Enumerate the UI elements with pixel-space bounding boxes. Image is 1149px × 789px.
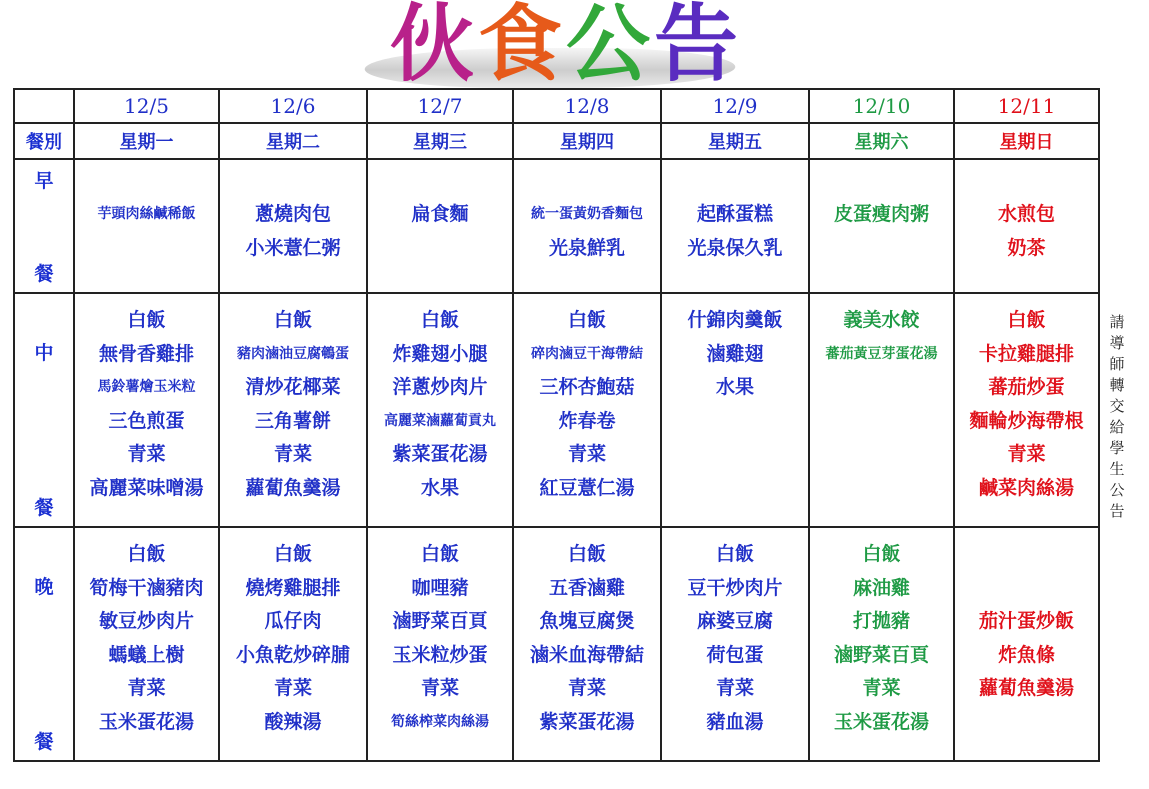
lunch-cell bbox=[219, 293, 367, 527]
side-note-char: 導 bbox=[1109, 334, 1125, 352]
menu-item: 青菜 bbox=[273, 677, 312, 699]
meal-column-header: 餐別 bbox=[14, 123, 74, 159]
lunch-cell bbox=[954, 293, 1099, 527]
menu-item: 豆干炒肉片 bbox=[687, 576, 783, 599]
menu-item: 蕃茄黃豆芽蛋花湯 bbox=[825, 345, 938, 362]
menu-item: 皮蛋瘦肉粥 bbox=[833, 203, 929, 225]
menu-item: 滷野菜百頁 bbox=[833, 643, 929, 666]
weekday-header: 星期一 bbox=[74, 123, 219, 159]
menu-item: 魚塊豆腐煲 bbox=[539, 610, 635, 632]
side-note-char: 生 bbox=[1109, 460, 1125, 478]
menu-item: 螞蟻上樹 bbox=[108, 643, 185, 666]
menu-item: 水果 bbox=[715, 376, 754, 398]
dinner-cell bbox=[367, 527, 513, 761]
weekday-header: 星期三 bbox=[367, 123, 513, 159]
side-note-char: 公 bbox=[1109, 481, 1125, 499]
date-header: 12/6 bbox=[219, 89, 367, 123]
menu-item: 光泉保久乳 bbox=[687, 236, 783, 259]
menu-item: 青菜 bbox=[420, 677, 459, 699]
date-header: 12/8 bbox=[513, 89, 661, 123]
menu-item: 青菜 bbox=[862, 677, 901, 699]
menu-item: 清炒花椰菜 bbox=[245, 376, 341, 398]
menu-item bbox=[955, 538, 1098, 572]
side-note-char: 師 bbox=[1109, 355, 1125, 373]
menu-item: 統一蛋黃奶香麵包 bbox=[531, 206, 643, 222]
menu-item: 白飯 bbox=[127, 543, 166, 565]
menu-item: 什錦肉羹飯 bbox=[687, 309, 783, 331]
menu-item: 蔥燒肉包 bbox=[254, 203, 331, 225]
meal-label-char: 餐 bbox=[34, 731, 54, 753]
weekday-header: 星期日 bbox=[954, 123, 1099, 159]
dinner-cell bbox=[809, 527, 954, 761]
breakfast-cell bbox=[661, 159, 809, 293]
dinner-cell bbox=[954, 527, 1099, 761]
menu-item: 豬肉滷油豆腐鵪蛋 bbox=[237, 345, 349, 362]
breakfast-cell bbox=[954, 159, 1099, 293]
menu-item: 玉米粒炒蛋 bbox=[392, 643, 488, 666]
menu-item: 青菜 bbox=[567, 677, 606, 699]
menu-item: 白飯 bbox=[567, 543, 606, 565]
side-note-char: 轉 bbox=[1109, 376, 1125, 394]
menu-item: 蘿蔔魚羹湯 bbox=[978, 677, 1074, 699]
dinner-cell bbox=[219, 527, 367, 761]
menu-item: 紫菜蛋花湯 bbox=[392, 443, 488, 465]
lunch-cell bbox=[367, 293, 513, 527]
dinner-cell bbox=[74, 527, 219, 761]
breakfast-cell bbox=[809, 159, 954, 293]
menu-item: 敏豆炒肉片 bbox=[98, 610, 194, 632]
meal-label-char: 晚 bbox=[34, 576, 54, 598]
date-header: 12/10 bbox=[809, 89, 954, 123]
date-header: 12/9 bbox=[661, 89, 809, 123]
meal-label-char: 餐 bbox=[34, 497, 54, 519]
menu-item: 起酥蛋糕 bbox=[696, 203, 773, 225]
menu-item: 白飯 bbox=[862, 543, 901, 565]
menu-item: 瓜仔肉 bbox=[264, 610, 322, 632]
menu-item: 茄汁蛋炒飯 bbox=[978, 610, 1074, 632]
side-note-char: 學 bbox=[1109, 439, 1125, 457]
weekday-header: 星期四 bbox=[513, 123, 661, 159]
menu-item: 青菜 bbox=[273, 443, 312, 465]
menu-item: 白飯 bbox=[273, 543, 312, 565]
menu-item: 三角薯餅 bbox=[254, 409, 331, 432]
menu-item: 打拋豬 bbox=[852, 610, 910, 632]
side-note-char: 給 bbox=[1109, 418, 1125, 436]
menu-item: 滷野菜百頁 bbox=[392, 610, 488, 632]
meal-label-char: 中 bbox=[34, 342, 54, 364]
menu-item: 小魚乾炒碎脯 bbox=[235, 643, 350, 666]
menu-item: 豬血湯 bbox=[706, 710, 764, 733]
menu-item: 炸雞翅小腿 bbox=[392, 342, 488, 365]
menu-item: 炸魚條 bbox=[997, 643, 1055, 666]
menu-item bbox=[955, 572, 1098, 606]
menu-item: 青菜 bbox=[567, 443, 606, 465]
menu-item: 筍絲榨菜肉絲湯 bbox=[391, 713, 489, 730]
breakfast-row bbox=[14, 159, 1099, 293]
menu-item: 炸春卷 bbox=[558, 409, 616, 432]
lunch-row bbox=[14, 293, 1099, 527]
menu-item: 咖哩豬 bbox=[411, 576, 469, 599]
corner-cell bbox=[14, 89, 74, 123]
menu-item: 麻油雞 bbox=[852, 576, 910, 599]
side-note-char: 告 bbox=[1109, 502, 1125, 520]
menu-item: 滷米血海帶結 bbox=[529, 643, 644, 666]
lunch-cell bbox=[809, 293, 954, 527]
menu-item: 酸辣湯 bbox=[264, 710, 322, 733]
menu-item: 玉米蛋花湯 bbox=[833, 710, 929, 733]
page-title bbox=[390, 0, 743, 93]
menu-item: 白飯 bbox=[127, 309, 166, 331]
menu-item: 紅豆薏仁湯 bbox=[539, 476, 635, 499]
menu-item: 卡拉雞腿排 bbox=[978, 342, 1074, 365]
lunch-cell bbox=[74, 293, 219, 527]
menu-item: 小米薏仁粥 bbox=[245, 236, 341, 259]
menu-item: 荷包蛋 bbox=[706, 643, 764, 666]
date-header: 12/5 bbox=[74, 89, 219, 123]
dinner-cell bbox=[661, 527, 809, 761]
menu-item: 芋頭肉絲鹹稀飯 bbox=[97, 206, 196, 222]
menu-item: 白飯 bbox=[715, 543, 754, 565]
menu-item: 馬鈴薯燴玉米粒 bbox=[97, 379, 196, 395]
menu-item: 無骨香雞排 bbox=[98, 342, 194, 365]
weekday-header: 星期六 bbox=[809, 123, 954, 159]
menu-item: 五香滷雞 bbox=[548, 576, 625, 599]
dinner-label bbox=[14, 527, 74, 761]
menu-item: 青菜 bbox=[127, 443, 166, 465]
title-char: 公 bbox=[566, 0, 655, 93]
lunch-cell bbox=[513, 293, 661, 527]
side-note bbox=[1106, 312, 1128, 522]
menu-table bbox=[13, 88, 1100, 762]
menu-item: 高麗菜滷蘿蔔貢丸 bbox=[384, 412, 496, 429]
menu-item: 滷雞翅 bbox=[706, 342, 764, 365]
menu-item: 義美水餃 bbox=[843, 309, 920, 331]
menu-item: 碎肉滷豆干海帶結 bbox=[531, 345, 643, 362]
menu-item: 三杯杏鮑菇 bbox=[539, 376, 635, 398]
title-char: 伙 bbox=[390, 0, 479, 93]
breakfast-cell bbox=[219, 159, 367, 293]
menu-item: 蘿蔔魚羹湯 bbox=[245, 476, 341, 499]
date-row bbox=[14, 89, 1099, 123]
menu-item: 白飯 bbox=[273, 309, 312, 331]
menu-item: 白飯 bbox=[1007, 309, 1046, 331]
menu-item: 鹹菜肉絲湯 bbox=[978, 476, 1074, 499]
menu-item: 青菜 bbox=[1007, 443, 1046, 465]
menu-item: 紫菜蛋花湯 bbox=[539, 710, 635, 733]
dinner-row bbox=[14, 527, 1099, 761]
lunch-label bbox=[14, 293, 74, 527]
lunch-cell bbox=[661, 293, 809, 527]
menu-item: 白飯 bbox=[420, 543, 459, 565]
side-note-char: 請 bbox=[1109, 313, 1125, 331]
menu-item: 洋蔥炒肉片 bbox=[392, 376, 488, 398]
menu-item: 水煎包 bbox=[997, 203, 1055, 225]
weekday-header: 星期五 bbox=[661, 123, 809, 159]
weekday-row bbox=[14, 123, 1099, 159]
menu-item: 水果 bbox=[420, 476, 459, 499]
title-char: 食 bbox=[478, 0, 567, 93]
menu-item: 青菜 bbox=[715, 677, 754, 699]
breakfast-cell bbox=[367, 159, 513, 293]
title-char: 告 bbox=[654, 0, 743, 93]
menu-item: 光泉鮮乳 bbox=[548, 236, 625, 259]
dinner-cell bbox=[513, 527, 661, 761]
meal-label-char: 餐 bbox=[34, 263, 54, 285]
breakfast-cell bbox=[74, 159, 219, 293]
menu-item: 白飯 bbox=[567, 309, 606, 331]
side-note-char: 交 bbox=[1109, 397, 1125, 415]
menu-item: 燒烤雞腿排 bbox=[245, 576, 341, 599]
date-header: 12/11 bbox=[954, 89, 1099, 123]
menu-item: 白飯 bbox=[420, 309, 459, 331]
menu-item: 奶茶 bbox=[1007, 236, 1046, 259]
date-header: 12/7 bbox=[367, 89, 513, 123]
menu-item: 玉米蛋花湯 bbox=[98, 710, 194, 733]
menu-item: 麻婆豆腐 bbox=[696, 610, 773, 632]
menu-item: 扁食麵 bbox=[411, 203, 469, 225]
breakfast-cell bbox=[513, 159, 661, 293]
menu-item: 筍梅干滷豬肉 bbox=[89, 576, 204, 599]
breakfast-label bbox=[14, 159, 74, 293]
menu-item: 麵輪炒海帶根 bbox=[969, 409, 1084, 432]
weekday-header: 星期二 bbox=[219, 123, 367, 159]
menu-item: 蕃茄炒蛋 bbox=[988, 376, 1065, 398]
menu-item: 青菜 bbox=[127, 677, 166, 699]
meal-label-char: 早 bbox=[34, 170, 54, 192]
menu-item: 三色煎蛋 bbox=[108, 409, 185, 432]
menu-item: 高麗菜味噌湯 bbox=[89, 476, 204, 499]
